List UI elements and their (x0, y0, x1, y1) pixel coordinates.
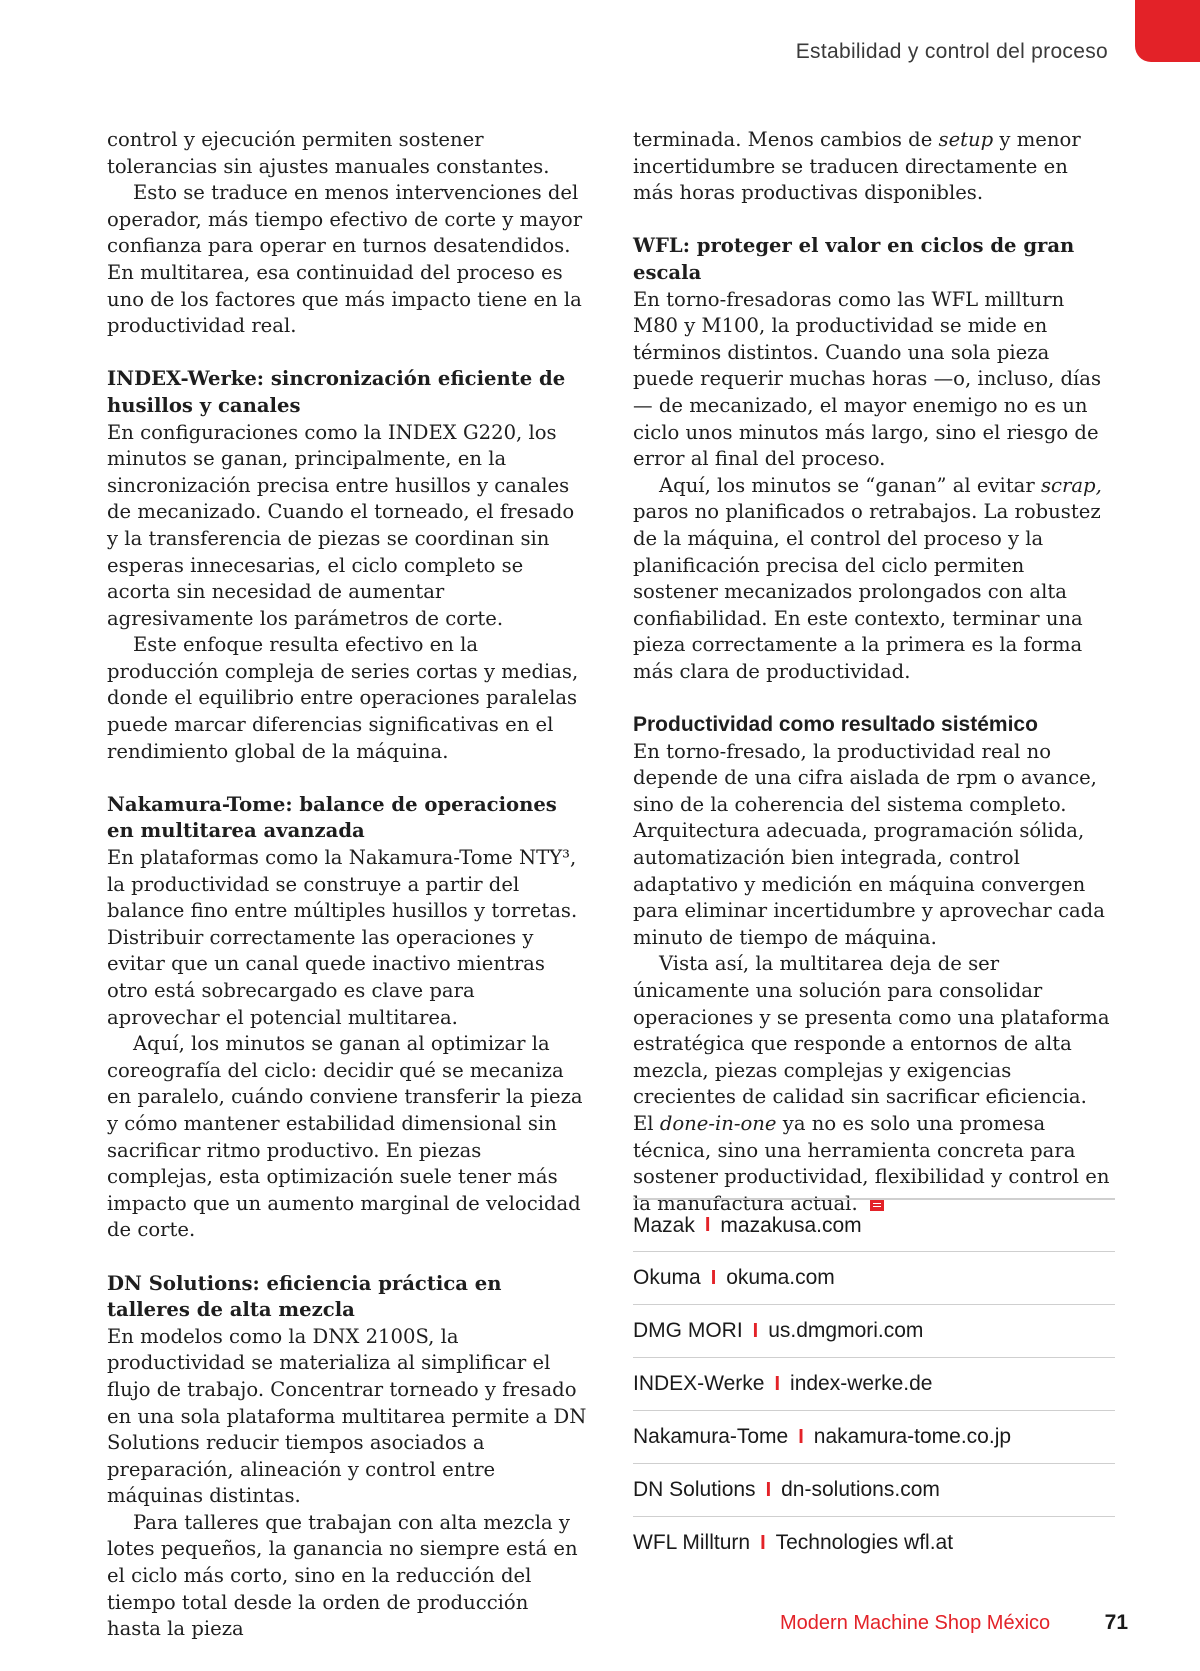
wfl-paragraph-1: En torno-fresadoras como las WFL millturn M80 y M100, la productividad se mide en términos distintos. Cuando una sola pieza puede requerir muchas horas —o, incluso, días— de mecanizado, el mayor enemigo no es un ciclo unos minutos más largo, sino el riesgo de error al final del proceso. (633, 287, 1102, 471)
contact-separator: I (710, 1266, 717, 1289)
nakamura-paragraph-2: Aquí, los minutos se ganan al optimizar la coreografía del ciclo: decidir qué se mecaniza en paralelo, cuándo conviene transferir la pieza y cómo mantener estabilidad dimensional sin sacrificar ritmo productivo. En piezas complejas, esta optimización suele tener más impacto que un aumento marginal de velocidad de corte. (107, 1032, 583, 1242)
dn-continuation-emphasis: setup (938, 128, 994, 151)
section-header: Estabilidad y control del proceso (795, 40, 1108, 63)
contact-site-link[interactable]: nakamura-tome.co.jp (813, 1425, 1012, 1448)
page-number: 71 (1104, 1611, 1128, 1634)
productivity-heading: Productividad como resultado sistémico (633, 713, 1038, 737)
wfl-paragraph-2-text-a: Aquí, los minutos se “ganan” al evitar (659, 473, 1041, 497)
wfl-paragraph-2-text-b: paros no planificados o retrabajos. La robustez de la máquina, el control del proceso y la planificación precisa del ciclo permiten sostener mecanizados prolongados con alta confiabilidad. En este contexto, terminar una pieza correctamente a la primera es la forma más clara de productividad. (633, 500, 1101, 683)
footer-publication: Modern Machine Shop México (780, 1612, 1051, 1634)
dn-continuation-text-b: y menor incertidumbre se traducen directamente en más horas productivas disponibles. (633, 128, 1081, 205)
dn-continuation-text-a: terminada. Menos cambios de (633, 128, 939, 151)
section-tab-marker (1135, 0, 1200, 62)
index-paragraph-2: Este enfoque resulta efectivo en la producción compleja de series cortas y medias, donde el equilibrio entre operaciones paralelas puede marcar diferencias significativas en el rendimiento global de la máquina. (107, 633, 579, 763)
contact-nakamura-tome (633, 1410, 1115, 1463)
contact-site-link[interactable]: dn-solutions.com (781, 1478, 940, 1501)
index-paragraph-1: En configuraciones como la INDEX G220, los minutos se ganan, principalmente, en la sincronización precisa entre husillos y canales de mecanizado. Cuando el torneado, el fresado y la transferencia de piezas se coordinan sin esperas innecesarias, el ciclo completo se acorta sin necesidad de aumentar agresivamente los parámetros de corte. (107, 420, 575, 630)
contact-index-werke (633, 1357, 1115, 1410)
dn-continuation-paragraph (633, 127, 1113, 207)
nakamura-paragraph-1: En plataformas como la Nakamura-Tome NTY³, la productividad se construye a partir del balance fino entre múltiples husillos y torretas. Distribuir correctamente las operaciones y evitar que un canal quede inactivo mientras otro está sobrecargado es clave para aprovechar el potencial multitarea. (107, 846, 578, 1029)
index-heading: INDEX-Werke: sincronización eficiente de husillos y canales (107, 367, 566, 417)
dn-heading: DN Solutions: eficiencia práctica en talleres de alta mezcla (107, 1271, 502, 1322)
contact-company: Nakamura-Tome (633, 1425, 789, 1448)
contact-separator: I (704, 1214, 711, 1236)
contact-site-link[interactable]: Technologies wfl.at (775, 1531, 954, 1554)
contact-separator: I (760, 1531, 766, 1554)
contact-company: DN Solutions (633, 1478, 756, 1501)
contact-company: Okuma (633, 1266, 701, 1289)
contact-mazak (633, 1198, 1115, 1251)
wfl-section (633, 233, 1113, 685)
intro-paragraph-2: Esto se traduce en menos intervenciones del operador, más tiempo efectivo de corte y mayor confianza para operar en turnos desatendidos. En multitarea, esa continuidad del proceso es uno de los factores que más impacto tiene en la productividad real. (107, 181, 583, 338)
contact-site-link[interactable]: okuma.com (726, 1266, 835, 1289)
contacts-list (633, 1198, 1115, 1569)
wfl-paragraph-2-emphasis: scrap, (1040, 473, 1102, 497)
productivity-paragraph-2 (633, 951, 1113, 1217)
contact-company: INDEX-Werke (633, 1372, 765, 1395)
contact-site-link[interactable]: us.dmgmori.com (768, 1319, 924, 1342)
contact-site-link[interactable]: index-werke.de (790, 1372, 933, 1395)
dn-section (107, 1271, 587, 1643)
index-section (107, 366, 587, 765)
contact-separator: I (765, 1478, 772, 1501)
productivity-paragraph-2-text-b: ya no es solo una promesa técnica, sino una herramienta concreta para sostener productividad, flexibilidad y control en la manufactura actual. (633, 1111, 1110, 1215)
productivity-paragraph-1: En torno-fresado, la productividad real no depende de una cifra aislada de rpm o avance, sino de la coherencia del sistema completo. Arquitectura adecuada, programación sólida, automatización bien integrada, control adaptativo y medición en máquina convergen para eliminar incertidumbre y aprovechar cada minuto de tiempo de máquina. (633, 739, 1105, 949)
productivity-section (633, 712, 1113, 1217)
contact-company: WFL Millturn (633, 1531, 751, 1554)
contact-okuma (633, 1251, 1115, 1304)
dn-paragraph-1: En modelos como la DNX 2100S, la productividad se materializa al simplificar el flujo de trabajo. Concentrar torneado y fresado en una sola plataforma multitarea permite a DN Solutions reducir tiempos asociados a preparación, alineación y control entre máquinas distintas. (107, 1324, 587, 1508)
contact-company: Mazak (633, 1213, 695, 1237)
contact-separator: I (752, 1319, 759, 1342)
contact-dn-solutions (633, 1463, 1115, 1516)
contact-wfl-millturn (633, 1516, 1115, 1569)
right-column (633, 127, 1113, 1217)
productivity-paragraph-2-emphasis: done-in-one (659, 1111, 777, 1135)
wfl-paragraph-2 (633, 473, 1113, 686)
left-column (107, 127, 587, 1643)
contact-company: DMG MORI (633, 1319, 743, 1342)
contact-separator: I (774, 1372, 781, 1395)
contact-site-link[interactable]: mazakusa.com (720, 1213, 862, 1237)
nakamura-section (107, 792, 587, 1244)
contact-dmg-mori (633, 1304, 1115, 1357)
intro-paragraph-1: control y ejecución permiten sostener tolerancias sin ajustes manuales constantes. (107, 128, 550, 178)
dn-paragraph-2: Para talleres que trabajan con alta mezcla y lotes pequeños, la ganancia no siempre está en el ciclo más corto, sino en la reducción del tiempo total desde la orden de producción hasta la pieza (107, 1510, 578, 1641)
productivity-paragraph-2-text-a: Vista así, la multitarea deja de ser únicamente una solución para consolidar operaciones y se presenta como una plataforma estratégica que responde a entornos de alta mezcla, piezas complejas y exigencias crecientes de calidad sin sacrificar eficiencia. El (633, 952, 1110, 1135)
wfl-heading: WFL: proteger el valor en ciclos de gran escala (633, 234, 1075, 284)
contact-separator: I (798, 1425, 804, 1448)
nakamura-heading: Nakamura-Tome: balance de operaciones en multitarea avanzada (107, 792, 557, 843)
